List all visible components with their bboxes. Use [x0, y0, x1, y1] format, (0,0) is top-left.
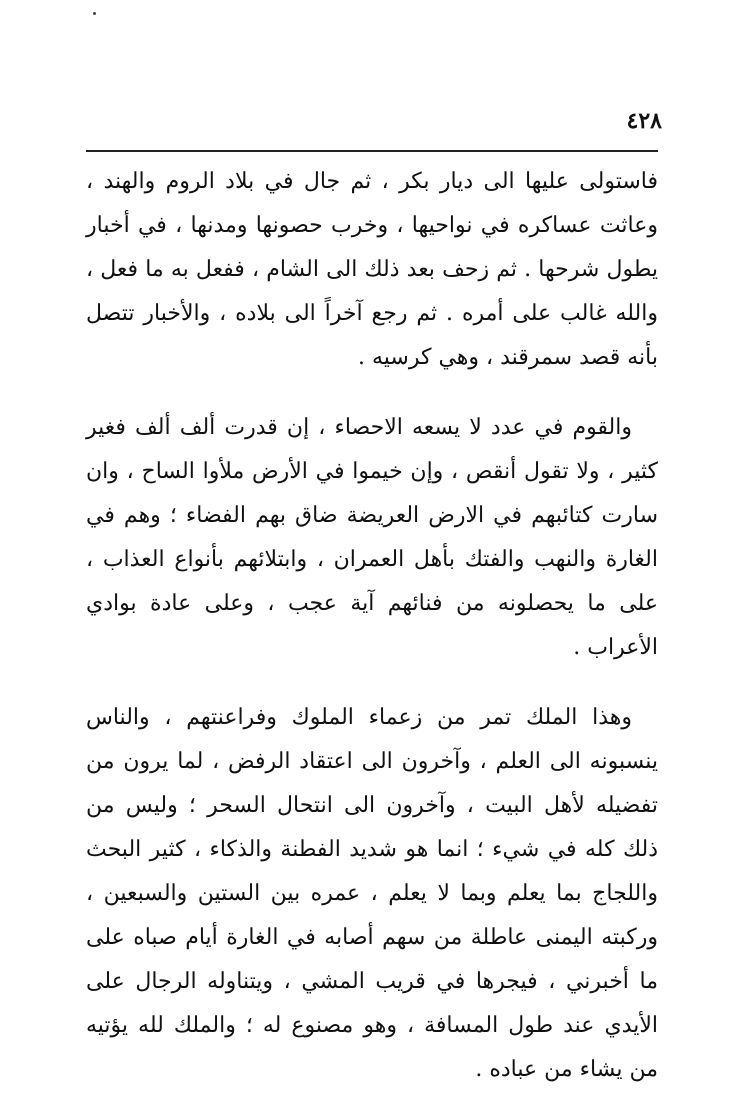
paragraph-1: فاستولى عليها الى ديار بكر ، ثم جال في بلاد الروم والهند ، وعاثت عساكره في نواحيها ، وخرب حصونها ومدنها ، في أخبار يطول شرحها . ثم زحف بعد ذلك الى الشام ، ففعل به ما فعل ، والله غالب على أمره . ثم رجع آخراً الى بلاده ، والأخبار تتصل بأنه قصد سمرقند ، وهي كرسيه .	[86, 169, 658, 370]
paragraph-3: وهذا الملك تمر من زعماء الملوك وفراعنتهم ، والناس ينسبونه الى العلم ، وآخرون الى اعتقاد الرفض ، لما يرون من تفضيله لأهل البيت ، وآخرون الى انتحال السحر ؛ وليس من ذلك كله في شيء ؛ انما هو شديد الفطنة والذكاء ، كثير البحث واللجاج بما يعلم وبما لا يعلم ، عمره بين الستين والسبعين ، وركبته اليمنى عاطلة من سهم أصابه في الغارة أيام صباه على ما أخبرني ، فيجرها في قريب المشي ، ويتناوله الرجال على الأيدي عند طول المسافة ، وهو مصنوع له ؛ والملك لله يؤتيه من يشاء من عباده .	[86, 705, 658, 1082]
scan-speck	[93, 12, 96, 15]
header-rule	[86, 150, 658, 152]
body-text	[86, 160, 658, 1092]
page-number: ٤٢٨	[626, 108, 662, 134]
paragraph-2: والقوم في عدد لا يسعه الاحصاء ، إن قدرت ألف ألف فغير كثير ، ولا تقول أنقص ، وإن خيموا في الأرض ملأوا الساح ، وان سارت كتائبهم في الارض العريضة ضاق بهم الفضاء ؛ وهم في الغارة والنهب والفتك بأهل العمران ، وابتلائهم بأنواع العذاب ، على ما يحصلونه من فنائهم آية عجب ، وعلى عادة بوادي الأعراب .	[86, 415, 658, 660]
